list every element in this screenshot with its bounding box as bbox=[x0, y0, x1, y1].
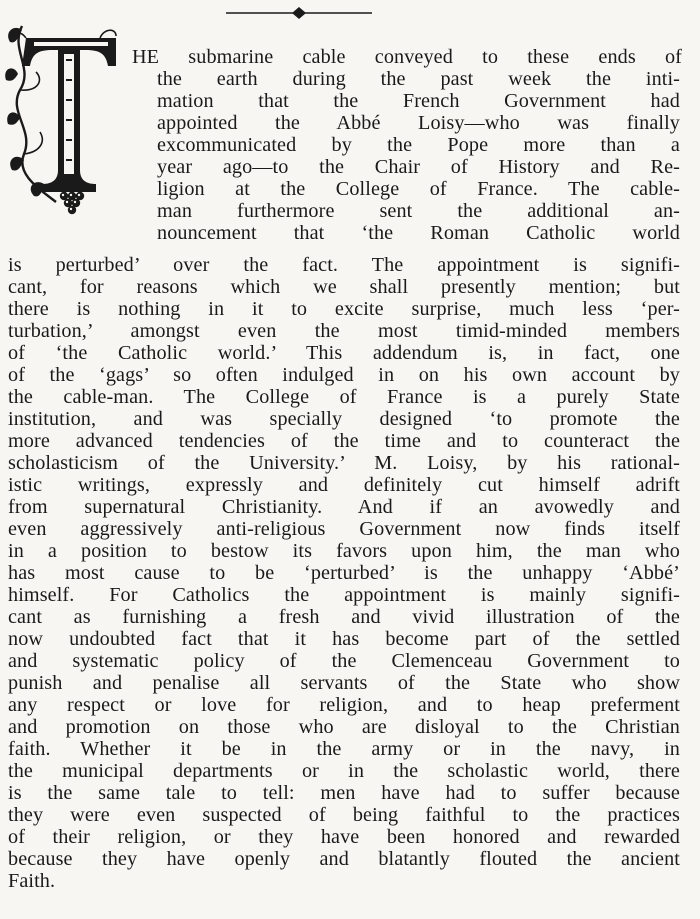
decorated-drop-cap-t bbox=[4, 20, 122, 218]
text-line: even aggressively anti-religious Government now finds itself bbox=[8, 518, 680, 540]
text-line: year ago—to the Chair of History and Re- bbox=[157, 156, 680, 178]
text-line: turbation,’ amongst even the most timid-minded members bbox=[8, 320, 680, 342]
text-line: of their religion, or they have been honored and rewarded bbox=[8, 826, 680, 848]
text-line: the municipal departments or in the scholastic world, there bbox=[8, 760, 680, 782]
text-line: excommunicated by the Pope more than a bbox=[157, 134, 680, 156]
text-line: Faith. bbox=[8, 870, 56, 892]
text-line: cant, for reasons which we shall presently mention; but bbox=[8, 276, 680, 298]
text-line: is perturbed’ over the fact. The appointment is signifi- bbox=[8, 254, 680, 276]
text-line: of ‘the Catholic world.’ This addendum is, in fact, one bbox=[8, 342, 680, 364]
text-line: appointed the Abbé Loisy—who was finally bbox=[157, 112, 680, 134]
ornament-rule bbox=[226, 6, 372, 20]
text-line: any respect or love for religion, and to heap preferment bbox=[8, 694, 680, 716]
text-line: from supernatural Christianity. And if an avowedly and bbox=[8, 496, 680, 518]
text-line: nouncement that ‘the Roman Catholic world bbox=[157, 222, 680, 244]
text-line: and systematic policy of the Clemenceau Government to bbox=[8, 650, 680, 672]
text-line: there is nothing in it to excite surprise, much less ‘per- bbox=[8, 298, 680, 320]
text-line: himself. For Catholics the appointment is mainly signifi- bbox=[8, 584, 680, 606]
text-line: in a position to bestow its favors upon him, the man who bbox=[8, 540, 680, 562]
text-line: scholasticism of the University.’ M. Loisy, by his rational- bbox=[8, 452, 680, 474]
text-line: and promotion on those who are disloyal to the Christian bbox=[8, 716, 680, 738]
text-line: of the ‘gags’ so often indulged in on his own account by bbox=[8, 364, 680, 386]
text-line: institution, and was specially designed ‘to promote the bbox=[8, 408, 680, 430]
text-line: HE submarine cable conveyed to these ends of bbox=[132, 46, 682, 68]
text-line: faith. Whether it be in the army or in the navy, in bbox=[8, 738, 680, 760]
text-line: because they have openly and blatantly flouted the ancient bbox=[8, 848, 680, 870]
text-line: the cable-man. The College of France is a purely State bbox=[8, 386, 680, 408]
text-line: is the same tale to tell: men have had to suffer because bbox=[8, 782, 680, 804]
text-line: mation that the French Government had bbox=[157, 90, 680, 112]
text-line: the earth during the past week the inti- bbox=[157, 68, 680, 90]
text-line: has most cause to be ‘perturbed’ is the unhappy ‘Abbé’ bbox=[8, 562, 680, 584]
text-line: ligion at the College of France. The cable- bbox=[157, 178, 680, 200]
text-line: now undoubted fact that it has become part of the settled bbox=[8, 628, 680, 650]
text-line: more advanced tendencies of the time and to counteract the bbox=[8, 430, 680, 452]
text-line: istic writings, expressly and definitely cut himself adrift bbox=[8, 474, 680, 496]
text-line: man furthermore sent the additional an- bbox=[157, 200, 680, 222]
text-line: they were even suspected of being faithful to the practices bbox=[8, 804, 680, 826]
text-line: punish and penalise all servants of the State who show bbox=[8, 672, 680, 694]
text-line: cant as furnishing a fresh and vivid illustration of the bbox=[8, 606, 680, 628]
